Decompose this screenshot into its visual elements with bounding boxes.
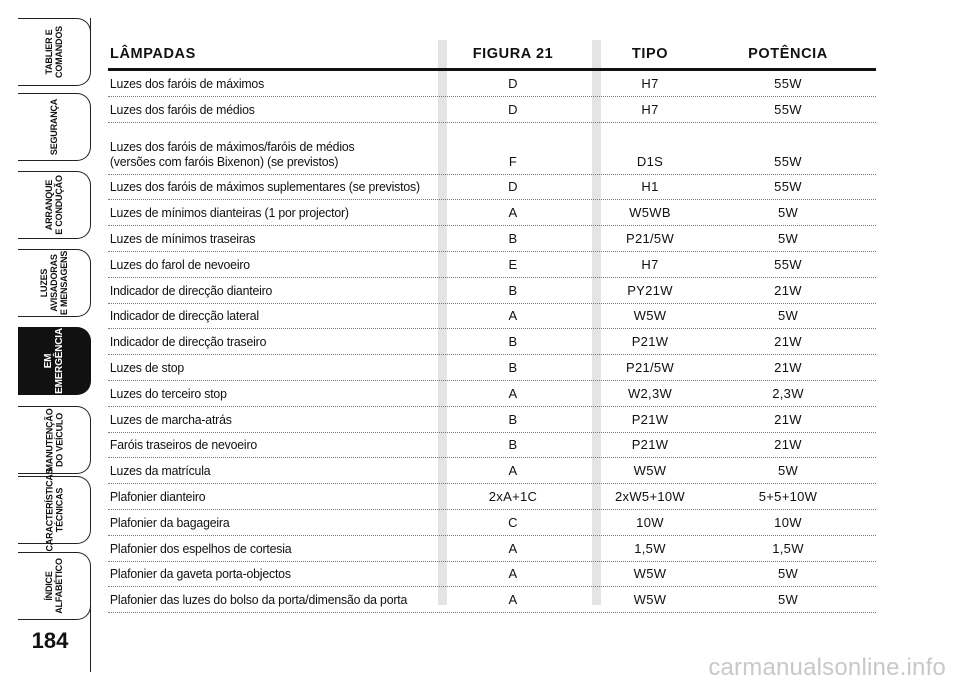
table-row: [108, 510, 876, 536]
tab-label: ARRANQUE E CONDUÇÃO: [43, 175, 64, 235]
figure-ref: C: [508, 514, 518, 530]
figure-ref: A: [508, 463, 518, 479]
lamp-name: Luzes de marcha-atrás: [109, 411, 232, 427]
figure-ref: B: [508, 359, 518, 375]
watermark: carmanualsonline.info: [708, 654, 946, 681]
table-row: [108, 200, 876, 226]
table-header: [108, 40, 876, 71]
lamp-power: 5W: [777, 308, 799, 324]
lamp-type: P21/5W: [625, 230, 675, 246]
lamp-power: 21W: [774, 334, 802, 350]
lamp-type: H7: [641, 75, 659, 91]
lamp-power: 55W: [774, 75, 802, 91]
lamp-name: Luzes dos faróis de máximos suplementares (se previstos): [109, 179, 420, 195]
lamp-name: Plafonier das luzes do bolso da porta/dimensão da porta: [109, 592, 408, 608]
page-number: 184: [31, 628, 69, 653]
figure-ref: B: [508, 282, 518, 298]
lamp-type: 1,5W: [634, 540, 666, 556]
table-row: [108, 97, 876, 123]
table-row: [108, 484, 876, 510]
table-row: [108, 407, 876, 433]
lamp-name: Luzes do terceiro stop: [109, 385, 227, 401]
lamp-power: 5+5+10W: [758, 488, 818, 504]
tab-2[interactable]: [18, 171, 91, 239]
lamp-type: D1S: [636, 153, 664, 169]
table-row: [108, 123, 876, 175]
tab-label: SEGURANÇA: [49, 98, 59, 156]
figure-ref: A: [508, 205, 518, 221]
table-row: [108, 252, 876, 278]
table-row: [108, 562, 876, 588]
lamp-power: 5W: [777, 566, 799, 582]
figure-ref: A: [508, 566, 518, 582]
figure-ref: B: [508, 437, 518, 453]
tab-4[interactable]: [18, 327, 91, 395]
lamp-name: Luzes dos faróis de médios: [109, 101, 255, 117]
lamp-name: Indicador de direcção lateral: [109, 308, 259, 324]
lamp-name: Luzes de mínimos traseiras: [109, 230, 256, 246]
table-row: [108, 536, 876, 562]
figure-ref: E: [508, 256, 518, 272]
figure-ref: 2xA+1C: [488, 488, 538, 504]
lamp-power: 55W: [774, 179, 802, 195]
lamp-power: 5W: [777, 592, 799, 608]
lamp-power: 5W: [777, 230, 799, 246]
lamp-name: Faróis traseiros de nevoeiro: [109, 437, 258, 453]
tab-label: MANUTENÇÃO DO VEÍCULO: [44, 408, 64, 472]
figure-ref: F: [508, 153, 518, 169]
lamp-power: 1,5W: [772, 540, 804, 556]
header-lampadas: LÂMPADAS: [110, 46, 196, 62]
lamp-power: 55W: [774, 153, 802, 169]
lamp-name: Plafonier da bagageira: [109, 514, 230, 530]
lamp-power: 21W: [774, 282, 802, 298]
figure-ref: B: [508, 230, 518, 246]
lamp-type: 10W: [636, 514, 664, 530]
tab-5[interactable]: [18, 406, 91, 474]
lamp-name: Luzes da matrícula: [109, 463, 211, 479]
table-row: [108, 226, 876, 252]
lamp-type: P21/5W: [625, 359, 675, 375]
table-row: [108, 71, 876, 97]
table-row: [108, 355, 876, 381]
lamp-type: W5W: [633, 566, 667, 582]
lamp-power: 21W: [774, 359, 802, 375]
figure-ref: D: [508, 101, 518, 117]
side-divider-top: [90, 18, 91, 48]
tab-label: TABLIER E COMANDOS: [44, 26, 64, 78]
lamp-power: 2,3W: [772, 385, 804, 401]
table-row: [108, 329, 876, 355]
tab-label: CARACTERÍSTICAS TÉCNICAS: [44, 468, 65, 552]
table-row: [108, 381, 876, 407]
header-figura: FIGURA 21: [472, 46, 554, 62]
lamp-type: P21W: [631, 334, 669, 350]
lamp-type: H7: [641, 101, 659, 117]
table-row: [108, 433, 876, 459]
figure-ref: A: [508, 592, 518, 608]
lamp-power: 5W: [777, 463, 799, 479]
lamp-power: 5W: [777, 205, 799, 221]
lamps-table: [108, 40, 876, 613]
lamp-type: W5WB: [629, 205, 671, 221]
tab-7[interactable]: [18, 552, 91, 620]
table-row: [108, 458, 876, 484]
figure-ref: B: [508, 334, 518, 350]
lamp-name: Luzes do farol de nevoeiro: [109, 256, 250, 272]
lamp-type: W5W: [633, 592, 667, 608]
lamp-power: 55W: [774, 101, 802, 117]
lamp-name: Plafonier dos espelhos de cortesia: [109, 540, 292, 556]
figure-ref: D: [508, 75, 518, 91]
lamp-type: P21W: [631, 411, 669, 427]
tab-3[interactable]: [18, 249, 91, 317]
lamp-name: Indicador de direcção traseiro: [109, 334, 267, 350]
table-body: [108, 71, 876, 613]
lamp-name: Luzes dos faróis de máximos: [109, 75, 265, 91]
table-row: [108, 304, 876, 330]
tab-6[interactable]: [18, 468, 91, 552]
lamp-type: P21W: [631, 437, 669, 453]
header-potencia: POTÊNCIA: [748, 46, 828, 62]
lamp-power: 21W: [774, 411, 802, 427]
tab-label: LUZES AVISADORAS E MENSAGENS: [39, 250, 69, 316]
lamp-name: Plafonier dianteiro: [109, 488, 206, 504]
figure-ref: A: [508, 540, 518, 556]
header-tipo: TIPO: [631, 46, 669, 62]
lamp-name: Indicador de direcção dianteiro: [109, 282, 273, 298]
lamp-name: Plafonier da gaveta porta-objectos: [109, 566, 291, 582]
figure-ref: D: [508, 179, 518, 195]
lamp-power: 10W: [774, 514, 802, 530]
lamp-type: W5W: [633, 308, 667, 324]
section-tabs: [18, 18, 98, 638]
lamp-power: 55W: [774, 256, 802, 272]
side-divider-bottom: [90, 600, 91, 672]
tab-label: EM EMERGÊNCIA: [42, 328, 65, 394]
lamp-power: 21W: [774, 437, 802, 453]
figure-ref: B: [508, 411, 518, 427]
lamp-name: Luzes dos faróis de máximos/faróis de médios (versões com faróis Bixenon) (se previstos): [109, 138, 355, 169]
lamp-name: Luzes de stop: [109, 359, 185, 375]
lamp-type: H1: [641, 179, 659, 195]
tab-1[interactable]: [18, 93, 91, 161]
lamp-name: Luzes de mínimos dianteiras (1 por projector): [109, 205, 349, 221]
figure-ref: A: [508, 385, 518, 401]
lamp-type: W2,3W: [627, 385, 673, 401]
tab-label: ÍNDICE ALFABÉTICO: [44, 558, 64, 614]
table-row: [108, 278, 876, 304]
table-row: [108, 175, 876, 201]
lamp-type: PY21W: [627, 282, 673, 298]
table-row: [108, 587, 876, 613]
tab-0[interactable]: [18, 18, 91, 86]
lamp-type: 2xW5+10W: [615, 488, 685, 504]
lamp-type: W5W: [633, 463, 667, 479]
lamp-type: H7: [641, 256, 659, 272]
figure-ref: A: [508, 308, 518, 324]
